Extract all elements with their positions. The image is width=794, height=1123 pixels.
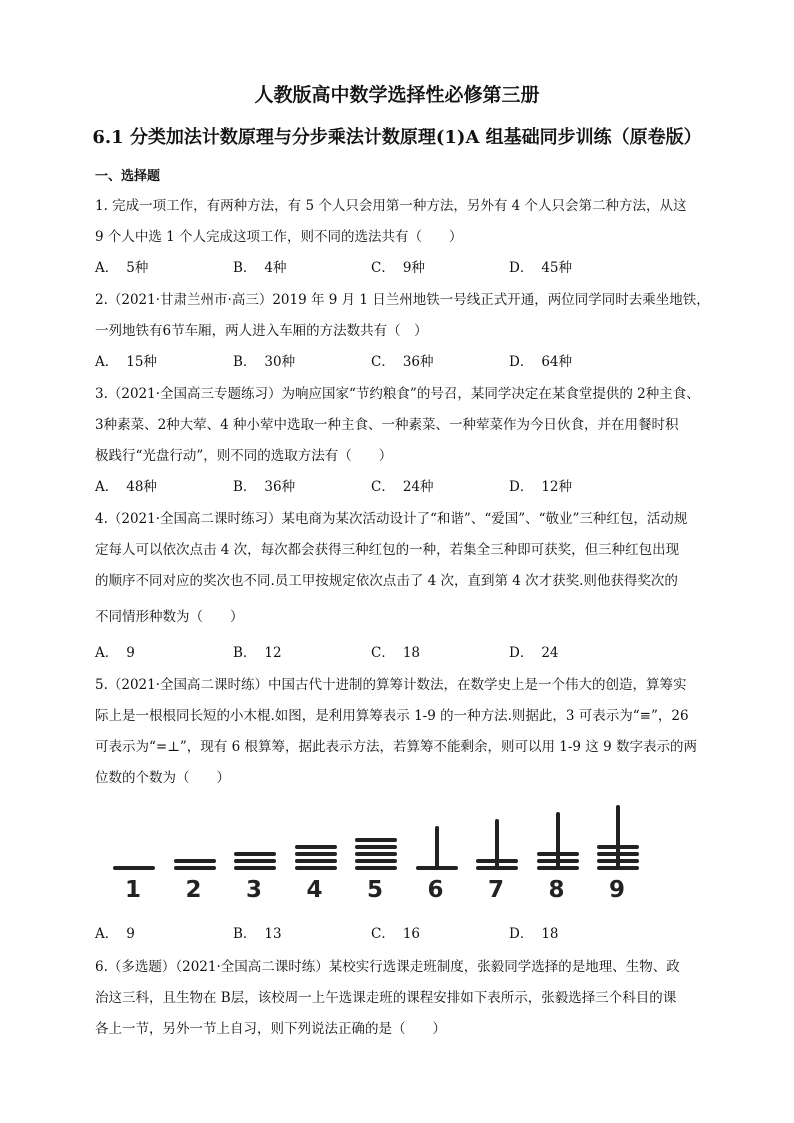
section-heading: 一、选择题: [95, 169, 161, 184]
option-a: A． 9: [95, 926, 135, 942]
question-6-line-1: 6.（多选题）（2021·全国高二课时练）某校实行选课走班制度，张毅同学选择的是地理、生物、政: [95, 959, 680, 975]
question-5-line-2: 际上是一根根同长短的小木棍.如图，是利用算筹表示 1-9 的一种方法.则据此，3 可表示为“≡”，26: [95, 708, 689, 724]
rod-numeral-label: 5: [367, 877, 384, 903]
counting-rod: [355, 838, 397, 842]
option-c: C． 9种: [371, 260, 425, 276]
question-4-line-1: 4.（2021·全国高二课时练习）某电商为某次活动设计了“和谐”、“爱国”、“敬业”三种红包，活动规: [95, 511, 688, 527]
question-4-line-3: 的顺序不同对应的奖次也不同.员工甲按规定依次点击了 4 次，直到第 4 次才获奖.则他获得奖次的: [95, 573, 678, 589]
counting-rod: [556, 812, 560, 870]
document-subtitle: 6.1 分类加法计数原理与分步乘法计数原理(1)A 组基础同步训练（原卷版）: [92, 127, 702, 148]
question-5-line-4: 位数的个数为（ ）: [95, 770, 230, 786]
option-c: C． 24种: [371, 479, 434, 495]
option-c: C． 36种: [371, 354, 434, 370]
option-b: B． 12: [233, 645, 282, 661]
rod-numeral-label: 1: [125, 877, 142, 903]
question-2-options: [95, 350, 715, 370]
option-d: D． 12种: [509, 479, 573, 495]
counting-rod: [435, 826, 439, 870]
document-title: 人教版高中数学选择性必修第三册: [254, 84, 540, 106]
question-2-line-2: 一列地铁有6节车厢，两人进入车厢的方法数共有（ ）: [95, 323, 428, 339]
question-5-options: [95, 922, 715, 942]
counting-rod: [295, 845, 337, 849]
question-6-line-3: 各上一节，另外一节上自习，则下列说法正确的是（ ）: [95, 1021, 446, 1037]
counting-rod: [355, 845, 397, 849]
rod-numeral-label: 2: [185, 877, 202, 903]
question-6-line-2: 治这三科，且生物在 B层，该校周一上午选课走班的课程安排如下表所示，张毅选择三个科目的课: [95, 990, 677, 1006]
counting-rod: [355, 859, 397, 863]
question-3-line-3: 极践行“光盘行动”，则不同的选取方法有（ ）: [95, 448, 393, 464]
counting-rod: [355, 852, 397, 856]
counting-rod: [174, 859, 216, 863]
question-4-line-2: 定每人可以依次点击 4 次，每次都会获得三种红包的一种，若集全三种即可获奖，但三种红包出现: [95, 542, 680, 558]
option-d: D． 18: [509, 926, 559, 942]
counting-rod: [234, 859, 276, 863]
question-1-options: [95, 256, 715, 276]
option-c: C． 16: [371, 926, 421, 942]
option-d: D． 24: [509, 645, 559, 661]
counting-rod: [616, 805, 620, 870]
rod-numeral-label: 6: [427, 877, 444, 903]
option-b: B． 36种: [233, 479, 296, 495]
counting-rod: [113, 866, 155, 870]
counting-rod: [355, 866, 397, 870]
question-2-line-1: 2.（2021·甘肃兰州市·高三）2019 年 9 月 1 日兰州地铁一号线正式开通，两位同学同时去乘坐地铁，: [95, 292, 710, 308]
question-3-line-2: 3种素菜、2种大荤、4 种小荤中选取一种主食、一种素菜、一种荤菜作为今日伙食，并在用餐时积: [95, 417, 679, 433]
option-c: C． 18: [371, 645, 421, 661]
counting-rod: [234, 852, 276, 856]
counting-rod: [295, 852, 337, 856]
rod-numeral-label: 4: [306, 877, 323, 903]
option-d: D． 45种: [509, 260, 573, 276]
counting-rods-figure: [105, 790, 655, 905]
option-a: A． 9: [95, 645, 135, 661]
rod-numeral-label: 7: [488, 877, 505, 903]
question-5-line-1: 5.（2021·全国高二课时练）中国古代十进制的算筹计数法，在数学史上是一个伟大的创造，算筹实: [95, 677, 687, 693]
counting-rod: [174, 866, 216, 870]
question-5-line-3: 可表示为“=⊥”，现有 6 根算筹，据此表示方法，若算筹不能剩余，则可以用 1-9 这 9 数字表示的两: [95, 739, 697, 755]
option-d: D． 64种: [509, 354, 573, 370]
rod-numeral-label: 9: [609, 877, 626, 903]
question-4-options: [95, 641, 715, 661]
option-a: A． 5种: [95, 260, 149, 276]
rod-numeral-label: 8: [548, 877, 565, 903]
counting-rod: [295, 866, 337, 870]
rod-numeral-label: 3: [246, 877, 263, 903]
question-3-options: [95, 475, 715, 495]
question-1-line-1: 1. 完成一项工作，有两种方法，有 5 个人只会用第一种方法，另外有 4 个人只会第二种方法，从这: [95, 198, 687, 214]
counting-rod: [234, 866, 276, 870]
counting-rod: [295, 859, 337, 863]
question-1-line-2: 9 个人中选 1 个人完成这项工作，则不同的选法共有（ ）: [95, 229, 463, 245]
question-3-line-1: 3.（2021·全国高三专题练习）为响应国家“节约粮食”的号召，某同学决定在某食堂提供的 2种主食、: [95, 386, 700, 402]
counting-rod: [495, 819, 499, 870]
option-b: B． 13: [233, 926, 282, 942]
option-b: B． 30种: [233, 354, 296, 370]
option-a: A． 48种: [95, 479, 157, 495]
question-4-line-4: 不同情形种数为（ ）: [95, 609, 244, 625]
option-b: B． 4种: [233, 260, 287, 276]
option-a: A． 15种: [95, 354, 157, 370]
